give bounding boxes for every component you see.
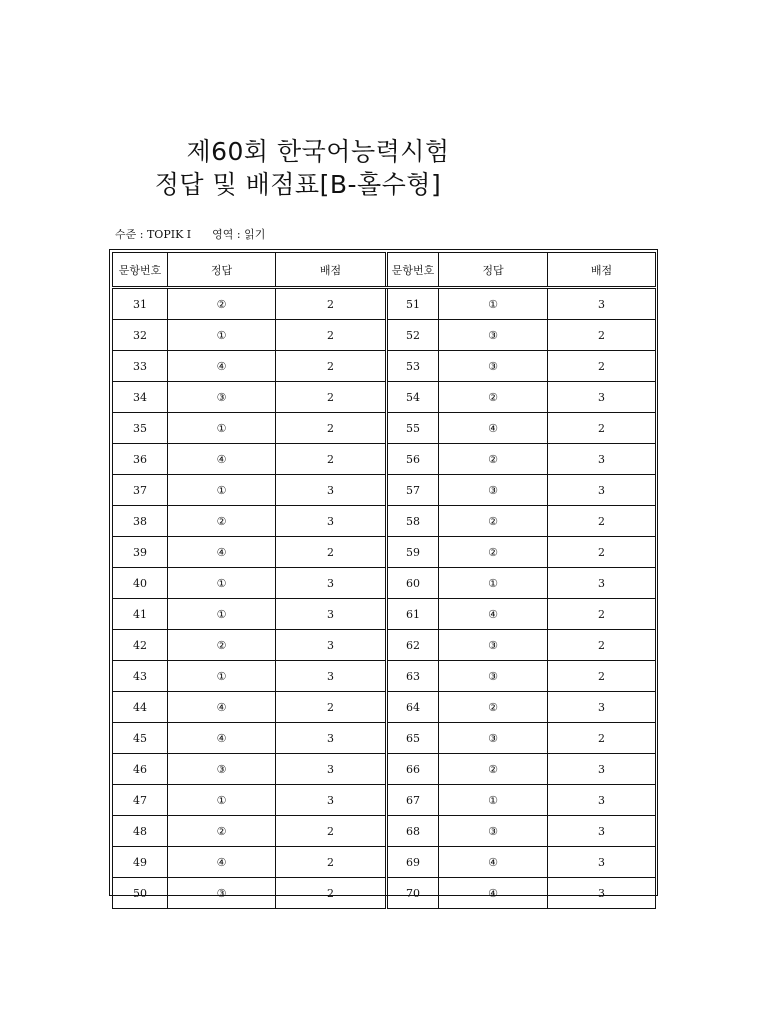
question-number: 41: [113, 599, 168, 630]
answer-cell: ④: [168, 847, 276, 878]
level-value: TOPIK I: [146, 228, 192, 241]
table-row: [113, 661, 656, 692]
question-number: 70: [387, 878, 439, 909]
points-cell: 2: [548, 723, 656, 754]
question-number: 54: [387, 382, 439, 413]
points-cell: 2: [548, 506, 656, 537]
points-cell: 3: [276, 599, 387, 630]
points-cell: 2: [276, 351, 387, 382]
points-cell: 2: [276, 692, 387, 723]
table-row: [113, 630, 656, 661]
answer-cell: ③: [168, 382, 276, 413]
points-cell: 3: [548, 847, 656, 878]
header-answer: 정답: [439, 253, 548, 288]
answer-cell: ①: [168, 413, 276, 444]
points-cell: 3: [548, 475, 656, 506]
points-cell: 2: [276, 847, 387, 878]
table-row: [113, 413, 656, 444]
table-row: [113, 568, 656, 599]
question-number: 59: [387, 537, 439, 568]
question-number: 36: [113, 444, 168, 475]
answer-cell: ③: [439, 351, 548, 382]
question-number: 57: [387, 475, 439, 506]
question-number: 32: [113, 320, 168, 351]
answer-cell: ④: [168, 692, 276, 723]
table-row: [113, 288, 656, 320]
table-row: [113, 537, 656, 568]
points-cell: 3: [548, 878, 656, 909]
question-number: 42: [113, 630, 168, 661]
question-number: 49: [113, 847, 168, 878]
question-number: 68: [387, 816, 439, 847]
points-cell: 3: [548, 444, 656, 475]
points-cell: 3: [548, 754, 656, 785]
points-cell: 3: [548, 785, 656, 816]
answer-cell: ③: [439, 475, 548, 506]
question-number: 69: [387, 847, 439, 878]
question-number: 48: [113, 816, 168, 847]
answer-cell: ④: [439, 847, 548, 878]
points-cell: 2: [276, 816, 387, 847]
exam-meta: [115, 226, 265, 242]
question-number: 39: [113, 537, 168, 568]
header-points: 배점: [548, 253, 656, 288]
question-number: 55: [387, 413, 439, 444]
question-number: 44: [113, 692, 168, 723]
points-cell: 2: [548, 630, 656, 661]
table-row: [113, 878, 656, 909]
answer-cell: ①: [439, 785, 548, 816]
question-number: 37: [113, 475, 168, 506]
points-cell: 3: [276, 785, 387, 816]
answer-cell: ①: [439, 568, 548, 599]
answer-cell: ②: [439, 692, 548, 723]
points-cell: 2: [276, 444, 387, 475]
section-label: 영역 :: [212, 228, 241, 241]
answer-table-frame: [109, 249, 658, 900]
points-cell: 3: [548, 382, 656, 413]
table-header-row: [113, 253, 656, 288]
answer-table: [112, 252, 656, 909]
points-cell: 3: [548, 568, 656, 599]
points-cell: 3: [548, 692, 656, 723]
answer-cell: ①: [168, 320, 276, 351]
answer-cell: ②: [168, 630, 276, 661]
points-cell: 2: [548, 537, 656, 568]
points-cell: 3: [276, 568, 387, 599]
answer-cell: ①: [168, 568, 276, 599]
header-question-no: 문항번호: [113, 253, 168, 288]
table-row: [113, 320, 656, 351]
points-cell: 3: [276, 630, 387, 661]
table-row: [113, 599, 656, 630]
points-cell: 2: [276, 382, 387, 413]
answer-cell: ①: [168, 475, 276, 506]
question-number: 62: [387, 630, 439, 661]
section-value: 읽기: [244, 228, 266, 241]
points-cell: 2: [276, 878, 387, 909]
answer-cell: ②: [439, 444, 548, 475]
answer-cell: ③: [439, 816, 548, 847]
question-number: 65: [387, 723, 439, 754]
points-cell: 2: [548, 351, 656, 382]
question-number: 60: [387, 568, 439, 599]
question-number: 38: [113, 506, 168, 537]
answer-cell: ①: [168, 599, 276, 630]
question-number: 58: [387, 506, 439, 537]
question-number: 34: [113, 382, 168, 413]
question-number: 47: [113, 785, 168, 816]
answer-cell: ④: [168, 351, 276, 382]
answer-cell: ③: [439, 320, 548, 351]
table-row: [113, 351, 656, 382]
points-cell: 2: [276, 413, 387, 444]
answer-cell: ②: [168, 816, 276, 847]
question-number: 56: [387, 444, 439, 475]
answer-cell: ②: [439, 382, 548, 413]
answer-cell: ①: [168, 785, 276, 816]
answer-cell: ②: [168, 506, 276, 537]
answer-cell: ②: [439, 506, 548, 537]
header-question-no: 문항번호: [387, 253, 439, 288]
question-number: 67: [387, 785, 439, 816]
document-title: 제60회 한국어능력시험: [186, 137, 450, 166]
question-number: 45: [113, 723, 168, 754]
question-number: 64: [387, 692, 439, 723]
table-row: [113, 382, 656, 413]
question-number: 40: [113, 568, 168, 599]
table-row: [113, 816, 656, 847]
points-cell: 3: [276, 506, 387, 537]
table-row: [113, 444, 656, 475]
question-number: 31: [113, 288, 168, 320]
points-cell: 2: [548, 661, 656, 692]
document-subtitle: 정답 및 배점표[B-홀수형]: [154, 170, 442, 199]
answer-cell: ③: [168, 878, 276, 909]
table-row: [113, 785, 656, 816]
answer-cell: ④: [168, 723, 276, 754]
answer-cell: ③: [168, 754, 276, 785]
points-cell: 2: [548, 413, 656, 444]
answer-cell: ④: [439, 878, 548, 909]
table-row: [113, 723, 656, 754]
question-number: 33: [113, 351, 168, 382]
answer-cell: ④: [168, 444, 276, 475]
question-number: 35: [113, 413, 168, 444]
question-number: 66: [387, 754, 439, 785]
question-number: 63: [387, 661, 439, 692]
points-cell: 3: [276, 723, 387, 754]
question-number: 51: [387, 288, 439, 320]
points-cell: 3: [548, 288, 656, 320]
question-number: 50: [113, 878, 168, 909]
points-cell: 2: [276, 537, 387, 568]
question-number: 61: [387, 599, 439, 630]
answer-cell: ④: [439, 599, 548, 630]
points-cell: 2: [276, 320, 387, 351]
question-number: 46: [113, 754, 168, 785]
header-answer: 정답: [168, 253, 276, 288]
question-number: 52: [387, 320, 439, 351]
level-label: 수준 :: [115, 228, 144, 241]
table-row: [113, 692, 656, 723]
answer-cell: ④: [439, 413, 548, 444]
answer-cell: ②: [439, 537, 548, 568]
points-cell: 2: [548, 599, 656, 630]
answer-cell: ①: [439, 288, 548, 320]
points-cell: 3: [548, 816, 656, 847]
answer-cell: ②: [439, 754, 548, 785]
points-cell: 3: [276, 475, 387, 506]
answer-cell: ②: [168, 288, 276, 320]
answer-cell: ③: [439, 661, 548, 692]
points-cell: 2: [548, 320, 656, 351]
header-points: 배점: [276, 253, 387, 288]
points-cell: 3: [276, 661, 387, 692]
points-cell: 3: [276, 754, 387, 785]
question-number: 43: [113, 661, 168, 692]
answer-cell: ③: [439, 723, 548, 754]
table-row: [113, 754, 656, 785]
table-row: [113, 847, 656, 878]
answer-cell: ④: [168, 537, 276, 568]
question-number: 53: [387, 351, 439, 382]
table-row: [113, 475, 656, 506]
table-row: [113, 506, 656, 537]
answer-cell: ③: [439, 630, 548, 661]
answer-cell: ①: [168, 661, 276, 692]
points-cell: 2: [276, 288, 387, 320]
